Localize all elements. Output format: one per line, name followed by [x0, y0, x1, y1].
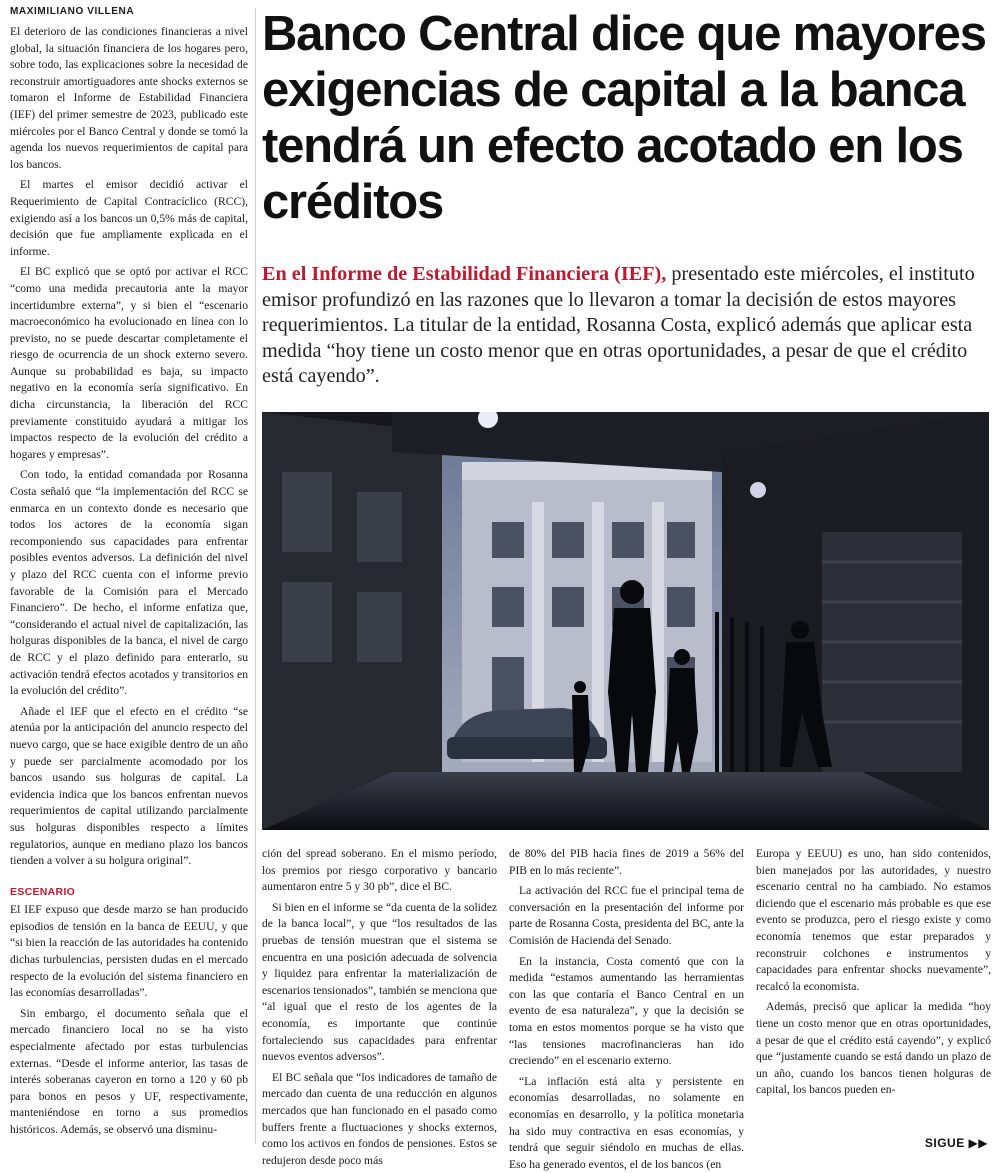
article-paragraph: ción del spread soberano. En el mismo período, los premios por riesgo corporativo y bancario aumentaron entre 5 y 30 pb”, dice el BC.: [262, 847, 497, 894]
article-paragraph: El BC explicó que se optó por activar el RCC “como una medida precautoria ante la mayor incertidumbre externa”, y si bien el “escenario macroeconómico ha evolucionado en línea con lo previsto, no se puede descartar completamente el riesgo de ocurrencia de un shock externo severo. Aunque su probabilidad es baja, su impacto negativo en la economía sería significativo. En dicha circunstancia, la liberación del RCC previamente constituido ayudará a mitigar los impactos respecto de la evolución del crédito a hogares y empresas”.: [10, 265, 248, 461]
left-column: [10, 24, 248, 1139]
byline: MAXIMILIANO VILLENA: [10, 6, 135, 17]
dek: [262, 262, 992, 390]
article-paragraph: Europa y EEUU) es uno, han sido contenidos, bien manejados por las autoridades, y nuestro escenario central no ha cambiado. No estamos diciendo que el escenario más probable es que ese evento se produzca, pero el riesgo existe y como economía tenemos que estar preparados y reconstruir colchones e instrumentos y capacidades para enfrentar shocks nuevamente”, recalcó la economista.: [756, 847, 991, 993]
article-column-4: [756, 846, 991, 1099]
article-paragraph: Además, precisó que aplicar la medida “hoy tiene un costo menor que en otras oportunidades, a pesar de que el crédito está cayendo”, y explicó que “justamente cuando se está dando un plazo de un año, cuando los bancos tienen holguras de capital, los bancos pueden en-: [756, 1000, 991, 1097]
column-divider: [255, 8, 256, 1144]
article-paragraph: El martes el emisor decidió activar el Requerimiento de Capital Contracíclico (RCC), exigiendo así a los bancos un 0,5% más de capital, decisión que fue ampliamente explicada en el informe.: [10, 178, 248, 258]
article-paragraph: “La inflación está alta y persistente en economías desarrolladas, no solamente en economías en desarrollo, y la política monetaria ha sido muy contractiva en esas economías, y tendrá que seguir siéndolo en muchas de ellas. Eso ha generado eventos, el de los bancos (en: [509, 1074, 744, 1171]
article-paragraph: El BC señala que “los indicadores de tamaño de mercado dan cuenta de una reducción en algunos mercados que han funcionado en el pasado como buffers frente a fluctuaciones y shocks externos, como los activos en fondos de pensiones. Estos se redujeron desde poco más: [262, 1070, 497, 1167]
article-paragraph: Añade el IEF que el efecto en el crédito “se atenúa por la anticipación del anuncio respecto del nuevo cargo, que se hace exigible dentro de un año y puede ser parcialmente acomodado por los bancos usando sus holguras de capital. La evidencia indica que los bancos enfrentan nuevos requerimientos de capital utilizando parcialmente sus holguras disponibles respecto a límites regulatorios, aunque en mediano plazo los bancos tienden a volver a su holgura original”.: [10, 704, 248, 868]
dek-lead: En el Informe de Estabilidad Financiera (IEF),: [262, 263, 667, 285]
article-paragraph: Sin embargo, el documento señala que el mercado financiero local no se ha visto especialmente afectado por estas turbulencias externas. “Desde el informe anterior, las tasas de interés soberanas cayeron en torno a 120 y 60 pb para bonos en pesos y UF, respectivamente, manteniéndose en torno a sus promedios históricos. Además, se observó una disminu-: [10, 1006, 248, 1136]
continue-label: SIGUE ▶▶: [924, 1136, 988, 1150]
article-paragraph: La activación del RCC fue el principal tema de conversación en la presentación del informe por parte de Rosanna Costa, presidenta del BC, ante la Comisión de Hacienda del Senado.: [509, 884, 744, 947]
article-photo: [262, 412, 989, 830]
article-paragraph: El IEF expuso que desde marzo se han producido episodios de tensión en la banca de EEUU, y que “si bien la reacción de las autoridades ha contenido dichas turbulencias, persisten dudas en el mercado respecto de la evolución del sistema financiero en las economías desarrolladas”.: [10, 903, 248, 1000]
dek-text: presentado este miércoles, el instituto emisor profundizó en las razones que lo llevaron a tomar la decisión de estos mayores requerimientos. La titular de la entidad, Rosanna Costa, explicó además que aplicar esta medida “hoy tiene un costo menor que en otras oportunidades, a pesar de que el crédito está cayendo”.: [262, 263, 975, 388]
section-subheading: ESCENARIO: [10, 885, 76, 898]
article-paragraph: El deterioro de las condiciones financieras a nivel global, la situación financiera de los hogares pero, sobre todo, las explicaciones sobre la necesidad de reconstruir amortiguadores ante shocks externos se tomaron el Informe de Estabilidad Financiera (IEF) del primer semestre de 2023, publicado este miércoles por el Banco Central y donde se tomó la agenda los nuevos requerimientos de capital para los bancos.: [10, 25, 248, 171]
article-paragraph: En la instancia, Costa comentó que con la medida “estamos aumentando las herramientas con las que contaría el Banco Central en un evento de esa naturaleza”, y que la decisión se toma en estos momentos porque se ha visto que “las tensiones macrofinancieras han ido creciendo” en el escenario externo.: [509, 954, 744, 1068]
article-column-3: [509, 846, 744, 1173]
article-paragraph: Con todo, la entidad comandada por Rosanna Costa señaló que “la implementación del RCC se enmarca en un contexto donde es necesario que todos los actores de la economía sigan recomponiendo sus capacidades para enfrentar posibles eventos adversos. La definición del nivel y plazo del RCC cuenta con el informe previo favorable de la Comisión para el Mercado Financiero”. De hecho, el informe enfatiza que, “considerando el actual nivel de capitalización, las holguras disponibles de la banca, el nivel de cargo de RCC y el plazo definido para enterarlo, su activación tendrá efectos acotados y transitorios en la evolución del crédito”.: [10, 468, 248, 698]
article-column-2: [262, 846, 497, 1169]
article-paragraph: Si bien en el informe se “da cuenta de la solidez de la banca local”, y que “los resultados de las pruebas de tensión muestran que el sistema se encuentra en una posición adecuada de solvencia y liquidez para enfrentar la materialización de escenarios tensionados”, también se menciona que “al igual que el resto de los agentes de la economía, es importante que continúe fortaleciendo sus capacidades para enfrentar nuevos eventos adversos”.: [262, 900, 497, 1064]
article-paragraph: de 80% del PIB hacia fines de 2019 a 56% del PIB en lo más reciente”.: [509, 847, 744, 877]
headline: Banco Central dice que mayores exigencias de capital a la banca tendrá un efecto acotado en los créditos: [262, 7, 986, 229]
